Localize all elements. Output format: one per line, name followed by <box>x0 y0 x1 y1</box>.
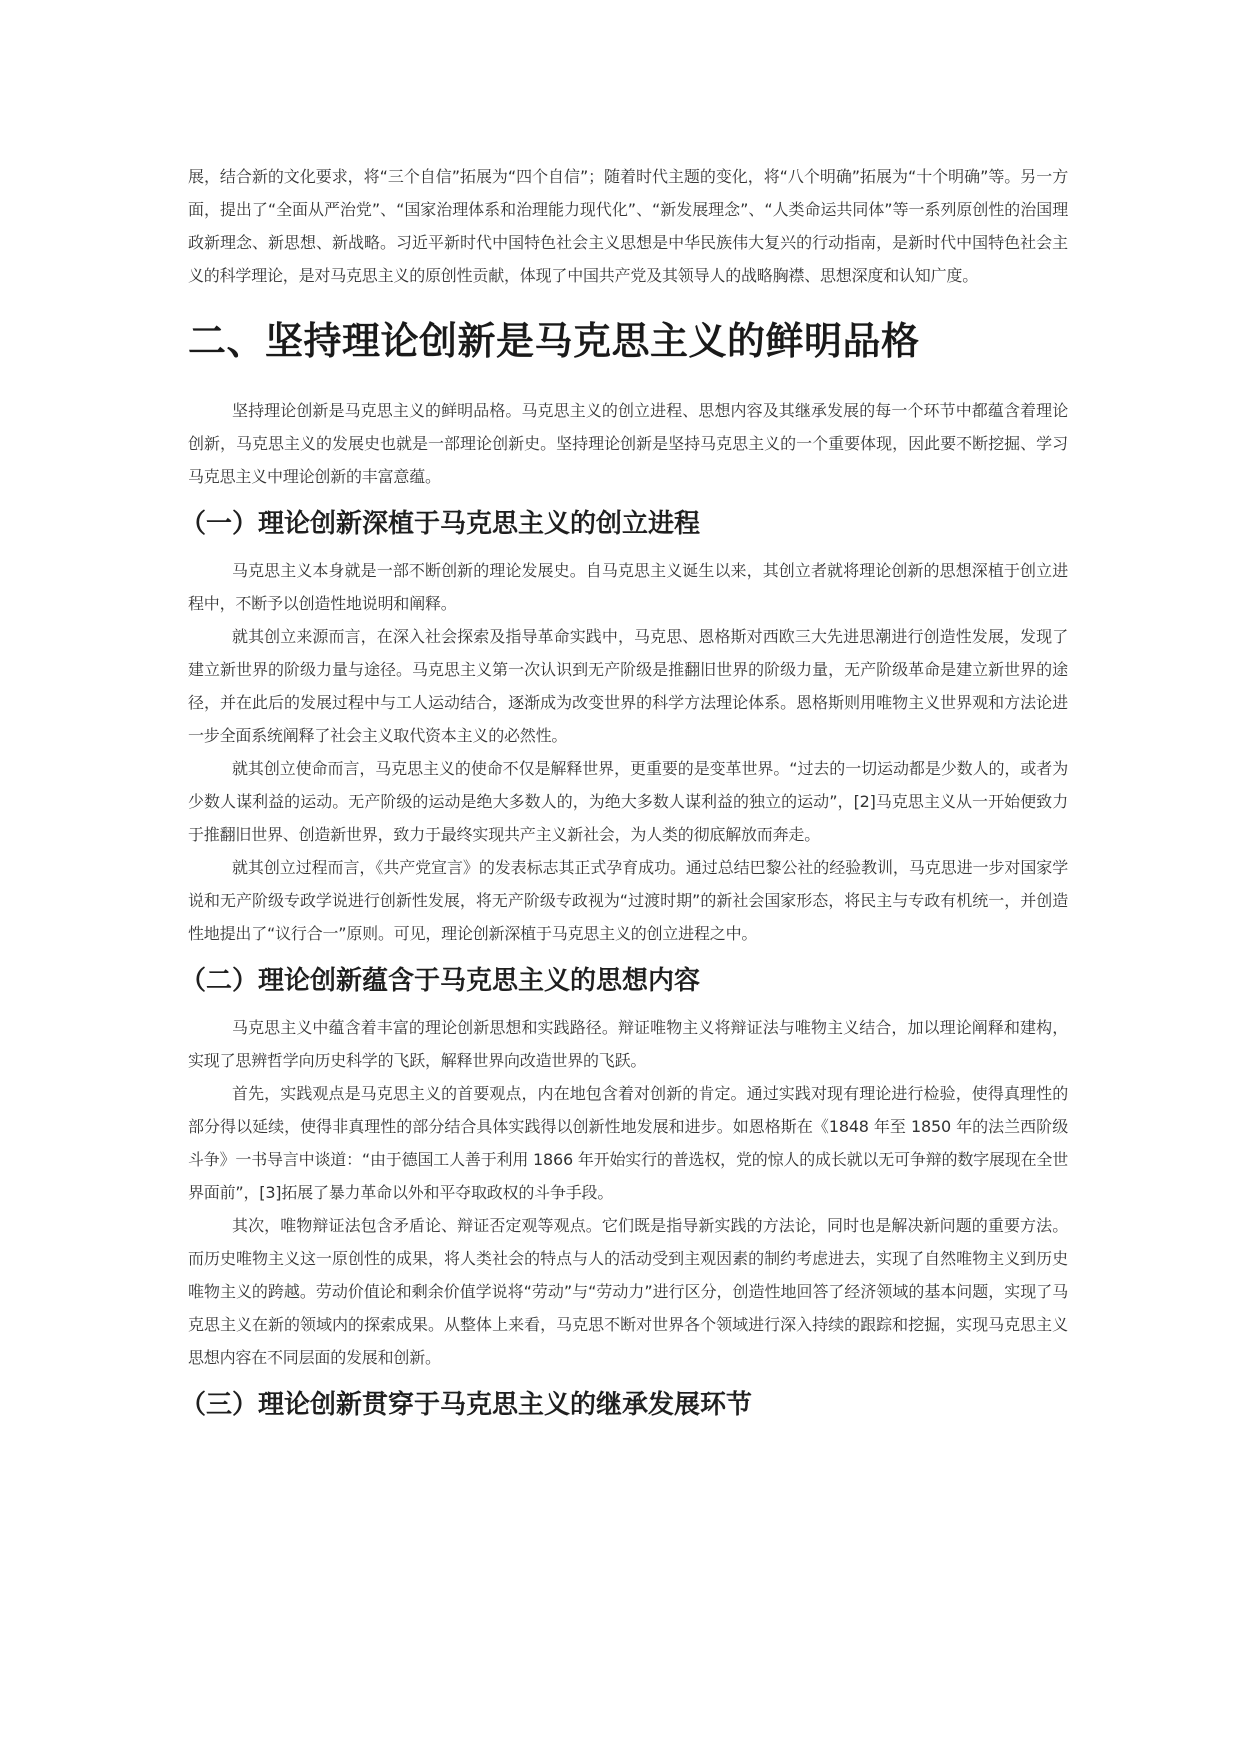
subsection-1-paragraph: 马克思主义本身就是一部不断创新的理论发展史。自马克思主义诞生以来，其创立者就将理论创新的思想深植于创立进程中，不断予以创造性地说明和阐释。 <box>188 561 1068 613</box>
subsection-2-paragraph: 其次，唯物辩证法包含矛盾论、辩证否定观等观点。它们既是指导新实践的方法论，同时也是解决新问题的重要方法。而历史唯物主义这一原创性的成果，将人类社会的特点与人的活动受到主观因素的制约考虑进去，实现了自然唯物主义到历史唯物主义的跨越。劳动价值论和剩余价值学说将“劳动”与“劳动力”进行区分，创造性地回答了经济领域的基本问题，实现了马克思主义在新的领域内的探索成果。从整体上来看，马克思不断对世界各个领域进行深入持续的跟踪和挖掘，实现马克思主义思想内容在不同层面的发展和创新。 <box>188 1216 1068 1367</box>
subsection-1-heading: （一）理论创新深植于马克思主义的创立进程 <box>180 509 701 539</box>
section-heading: 二、坚持理论创新是马克思主义的鲜明品格 <box>188 318 920 363</box>
document-page <box>180 160 1068 1435</box>
intro-paragraph: 展，结合新的文化要求，将“三个自信”拓展为“四个自信”；随着时代主题的变化，将“八个明确”拓展为“十个明确”等。另一方面，提出了“全面从严治党”、“国家治理体系和治理能力现代化”、“新发展理念”、“人类命运共同体”等一系列原创性的治国理政新理念、新思想、新战略。习近平新时代中国特色社会主义思想是中华民族伟大复兴的行动指南，是新时代中国特色社会主义的科学理论，是对马克思主义的原创性贡献，体现了中国共产党及其领导人的战略胸襟、思想深度和认知广度。 <box>188 167 1068 285</box>
subsection-3-heading: （三）理论创新贯穿于马克思主义的继承发展环节 <box>180 1390 753 1420</box>
subsection-2-paragraph: 首先，实践观点是马克思主义的首要观点，内在地包含着对创新的肯定。通过实践对现有理论进行检验，使得真理性的部分得以延续，使得非真理性的部分结合具体实践得以创新性地发展和进步。如恩格斯在《1848 年至 1850 年的法兰西阶级斗争》一书导言中谈道：“由于德国工人善于利用 1866 年开始实行的普选权，党的惊人的成长就以无可争辩的数字展现在全世界面前”，[3]拓展了暴力革命以外和平夺取政权的斗争手段。 <box>188 1084 1068 1202</box>
subsection-2-paragraph: 马克思主义中蕴含着丰富的理论创新思想和实践路径。辩证唯物主义将辩证法与唯物主义结合，加以理论阐释和建构，实现了思辨哲学向历史科学的飞跃，解释世界向改造世界的飞跃。 <box>188 1018 1068 1070</box>
subsection-1-paragraph: 就其创立使命而言，马克思主义的使命不仅是解释世界，更重要的是变革世界。“过去的一切运动都是少数人的，或者为少数人谋利益的运动。无产阶级的运动是绝大多数人的，为绝大多数人谋利益的独立的运动”，[2]马克思主义从一开始便致力于推翻旧世界、创造新世界，致力于最终实现共产主义新社会，为人类的彻底解放而奔走。 <box>188 759 1068 844</box>
subsection-1-paragraph: 就其创立来源而言，在深入社会探索及指导革命实践中，马克思、恩格斯对西欧三大先进思潮进行创造性发展，发现了建立新世界的阶级力量与途径。马克思主义第一次认识到无产阶级是推翻旧世界的阶级力量，无产阶级革命是建立新世界的途径，并在此后的发展过程中与工人运动结合，逐渐成为改变世界的科学方法理论体系。恩格斯则用唯物主义世界观和方法论进一步全面系统阐释了社会主义取代资本主义的必然性。 <box>188 627 1068 745</box>
subsection-1-paragraph: 就其创立过程而言，《共产党宣言》的发表标志其正式孕育成功。通过总结巴黎公社的经验教训，马克思进一步对国家学说和无产阶级专政学说进行创新性发展，将无产阶级专政视为“过渡时期”的新社会国家形态，将民主与专政有机统一，并创造性地提出了“议行合一”原则。可见，理论创新深植于马克思主义的创立进程之中。 <box>188 858 1068 943</box>
section-intro-paragraph: 坚持理论创新是马克思主义的鲜明品格。马克思主义的创立进程、思想内容及其继承发展的每一个环节中都蕴含着理论创新，马克思主义的发展史也就是一部理论创新史。坚持理论创新是坚持马克思主义的一个重要体现，因此要不断挖掘、学习马克思主义中理论创新的丰富意蕴。 <box>188 401 1068 486</box>
subsection-2-heading: （二）理论创新蕴含于马克思主义的思想内容 <box>180 966 701 996</box>
